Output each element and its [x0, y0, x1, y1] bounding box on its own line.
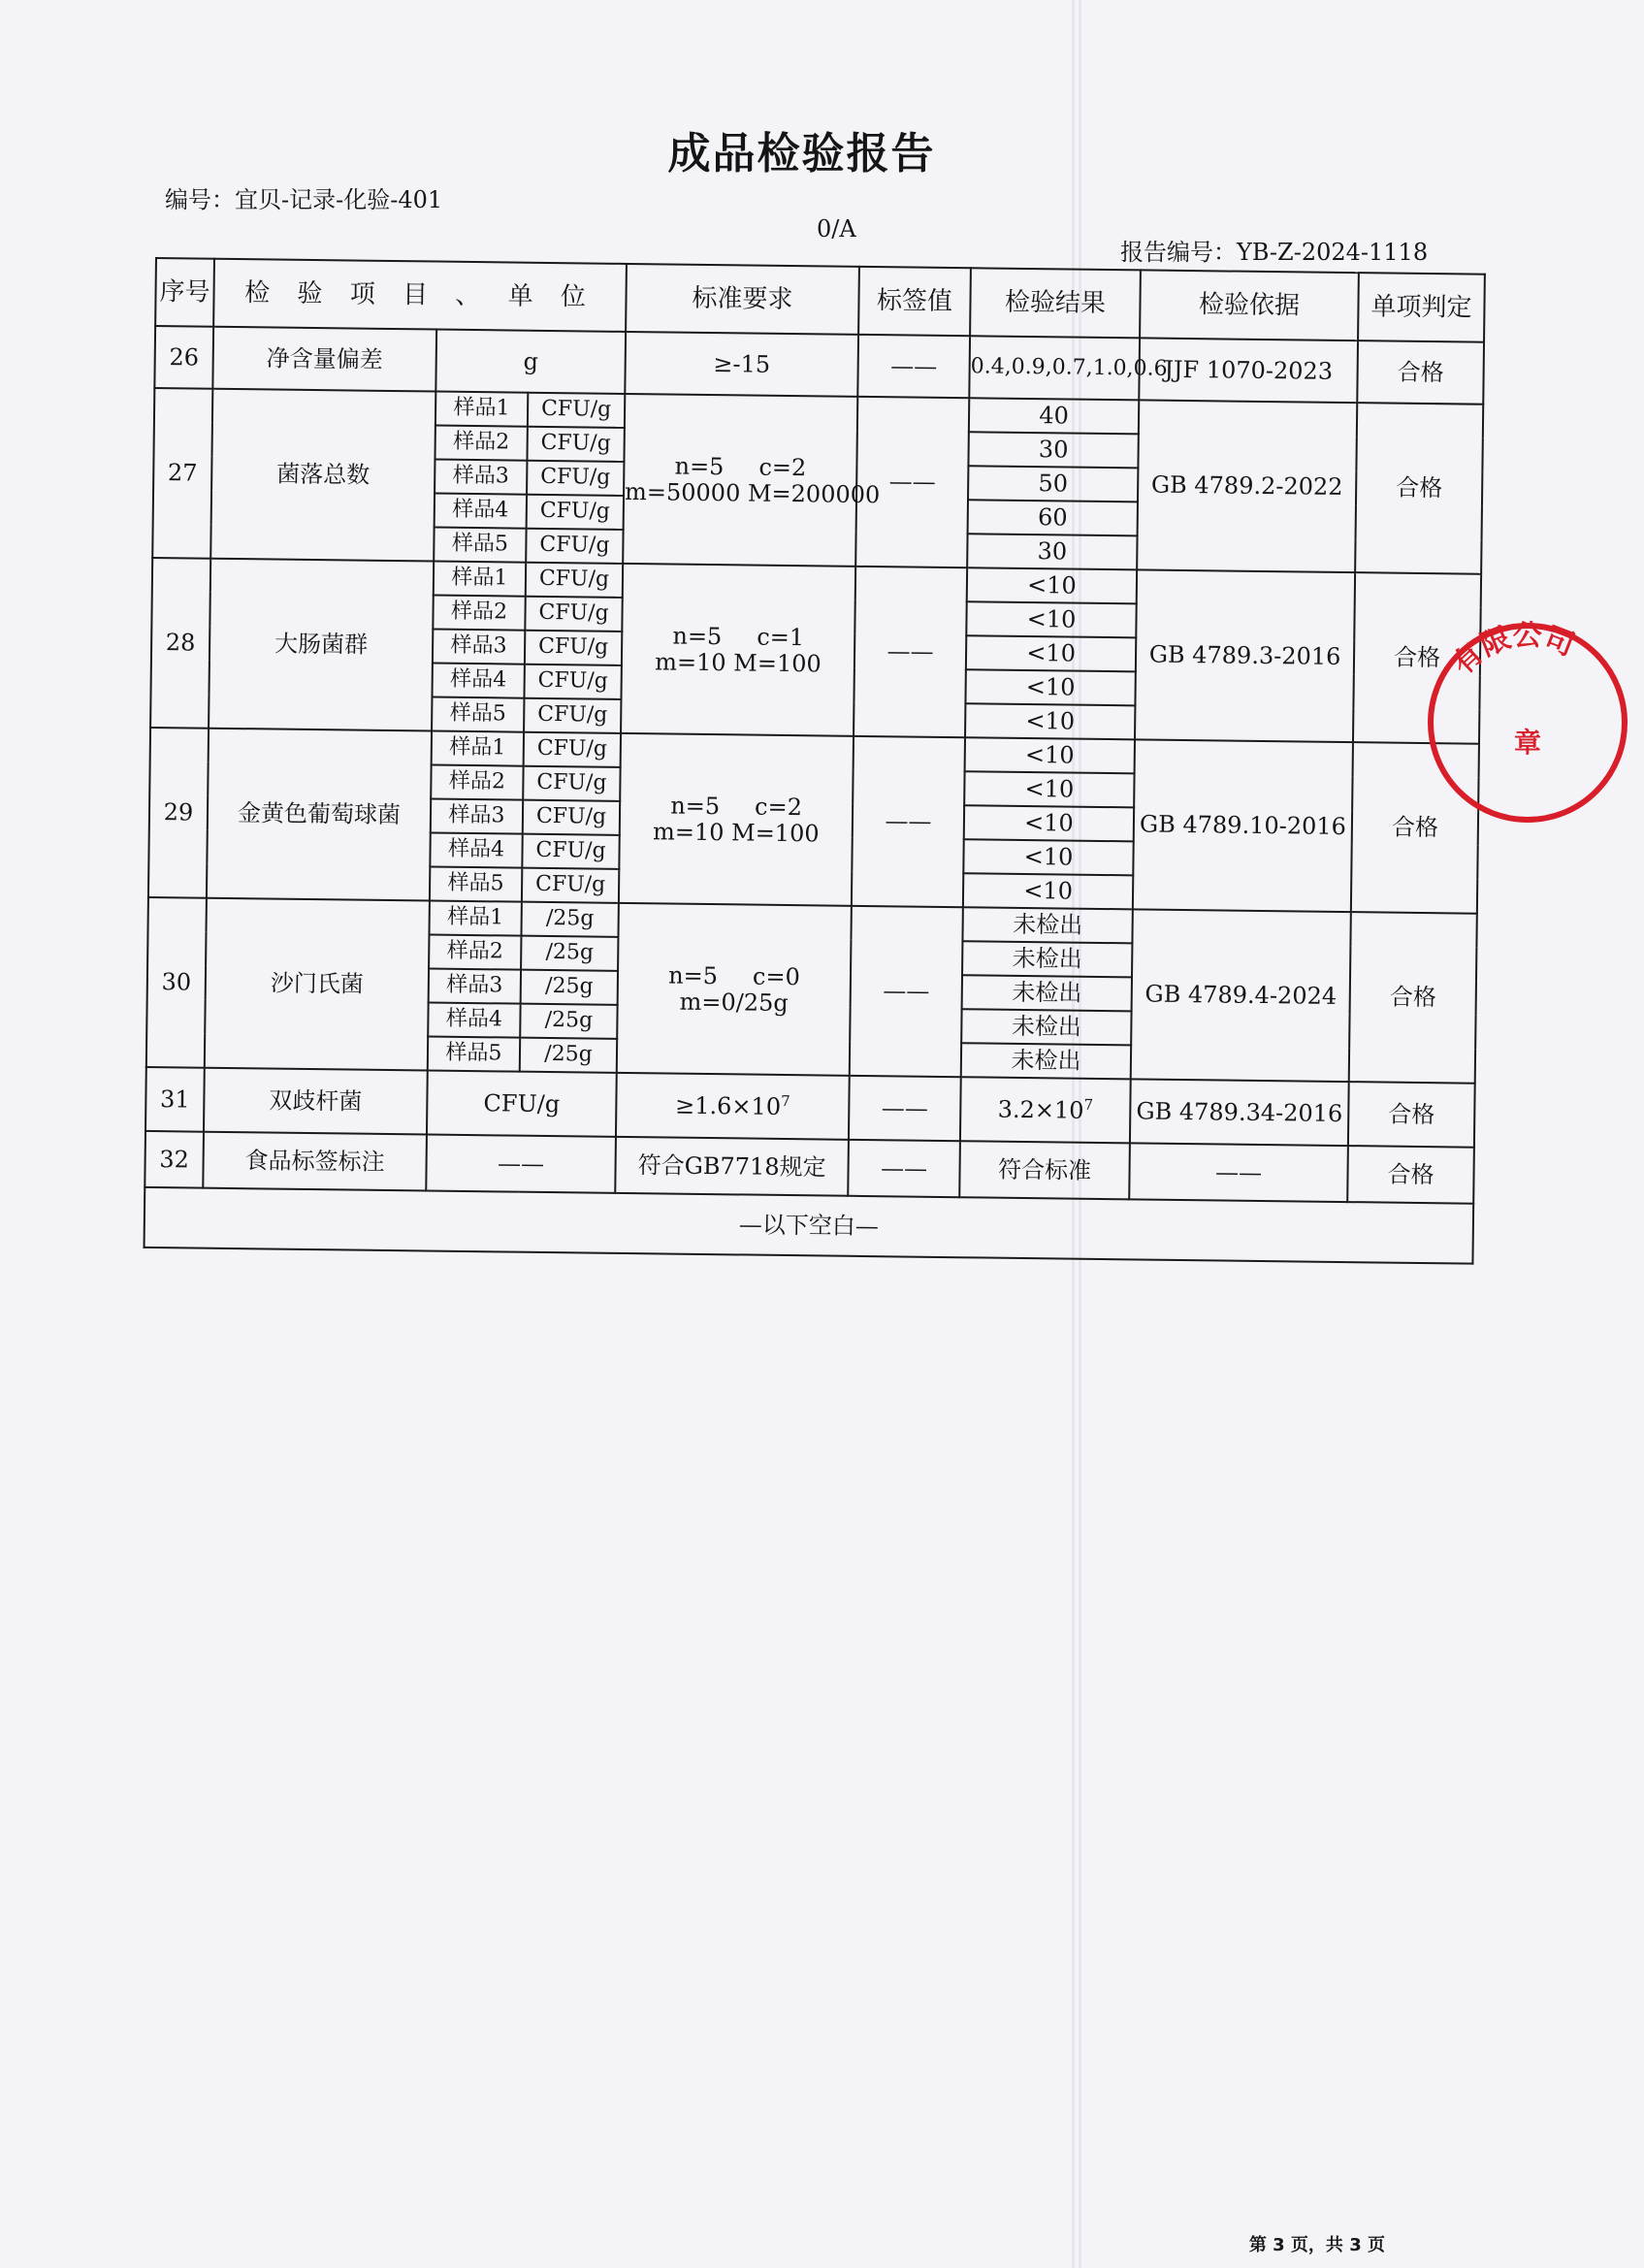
requirement-limits: m=0/25g: [679, 988, 789, 1017]
sample-label-cell: 样品4: [430, 833, 522, 868]
sample-unit-cell: /25g: [521, 936, 618, 971]
sample-unit-cell: /25g: [521, 970, 618, 1005]
blank-note: —以下空白—: [145, 1187, 1474, 1264]
result-cell: 未检出: [961, 1043, 1131, 1079]
result-cell: <10: [965, 737, 1135, 773]
header-verdict: 单项判定: [1358, 273, 1485, 342]
sample-unit-cell: CFU/g: [526, 529, 623, 564]
basis-cell: GB 4789.2-2022: [1137, 400, 1357, 572]
header-seq: 序号: [155, 258, 214, 327]
result-cell: 40: [969, 398, 1139, 434]
sample-label-cell: 样品3: [435, 460, 527, 495]
requirement-limits: m=10 M=100: [655, 647, 822, 677]
seal-text: 有限公司: [1445, 618, 1579, 682]
result-cell: <10: [965, 669, 1135, 705]
result-cell: <10: [964, 805, 1134, 841]
seq-cell: 32: [145, 1131, 204, 1188]
sample-label-cell: 样品3: [431, 799, 523, 834]
sample-unit-cell: CFU/g: [522, 868, 619, 903]
requirement-line: [623, 623, 854, 651]
result-cell: <10: [967, 567, 1137, 603]
version-label: 0/A: [817, 215, 856, 243]
document-number: 编号：宜贝-记录-化验-401: [165, 186, 443, 213]
result-cell: <10: [966, 635, 1136, 671]
result-cell: 符合标准: [959, 1141, 1130, 1199]
seq-cell: 27: [152, 388, 212, 559]
requirement-parameter: c=0: [752, 962, 801, 991]
result-cell: $3.2\times 10^7$: [960, 1077, 1131, 1143]
sample-label-cell: 样品3: [429, 969, 521, 1004]
basis-cell: JJF 1070-2023: [1139, 338, 1358, 403]
verdict-cell: 合格: [1357, 340, 1484, 405]
sample-unit-cell: CFU/g: [525, 597, 622, 632]
header-standard: 标准要求: [626, 264, 859, 335]
item-name-cell: 双歧杆菌: [204, 1068, 428, 1135]
sample-unit-cell: CFU/g: [528, 393, 625, 428]
sample-unit-cell: CFU/g: [523, 766, 620, 801]
unit-cell: g: [435, 330, 626, 394]
result-cell: <10: [963, 839, 1133, 875]
report-number: 报告编号：YB-Z-2024-1118: [1120, 239, 1429, 266]
seq-cell: 29: [148, 728, 209, 898]
sample-unit-cell: CFU/g: [524, 732, 621, 767]
inspection-table-sheet: [144, 257, 1484, 1240]
requirement-cell: [617, 903, 852, 1076]
requirement-line: [621, 793, 852, 821]
sample-label-cell: 样品4: [432, 664, 524, 698]
header-result: 检验结果: [970, 268, 1141, 338]
sample-unit-cell: CFU/g: [525, 631, 622, 665]
sample-label-cell: 样品2: [429, 935, 521, 970]
company-seal-stamp: [1411, 606, 1644, 839]
result-cell: 60: [968, 500, 1138, 535]
unit-cell: CFU/g: [427, 1070, 617, 1136]
result-cell: 未检出: [962, 975, 1132, 1011]
label-value-cell: ——: [854, 567, 967, 737]
basis-cell: GB 4789.3-2016: [1135, 569, 1355, 742]
requirement-parameter: n=5: [668, 961, 719, 990]
sample-unit-cell: CFU/g: [524, 664, 621, 699]
result-cell: 30: [968, 432, 1138, 468]
sample-unit-cell: CFU/g: [526, 563, 623, 598]
sample-label-cell: 样品2: [433, 596, 525, 631]
verdict-cell: 合格: [1353, 572, 1481, 744]
header-basis: 检验依据: [1140, 270, 1359, 340]
sample-label-cell: 样品5: [432, 697, 524, 732]
item-name-cell: 食品标签标注: [203, 1132, 427, 1191]
sample-label-cell: 样品2: [431, 765, 523, 800]
requirement-limits: m=50000 M=200000: [624, 477, 881, 508]
result-cell: 30: [967, 534, 1137, 569]
label-value-cell: ——: [848, 1140, 960, 1197]
sample-unit-cell: CFU/g: [527, 427, 624, 462]
result-cell: <10: [965, 703, 1135, 739]
requirement-line: [625, 453, 855, 481]
result-cell: <10: [963, 873, 1133, 909]
requirement-parameter: n=5: [674, 452, 725, 481]
requirement-cell: [621, 564, 855, 736]
requirement-cell: $\ge 1.6\times 10^7$: [616, 1073, 850, 1140]
sample-label-cell: 样品1: [432, 731, 524, 766]
label-value-cell: ——: [855, 397, 969, 567]
sample-unit-cell: CFU/g: [523, 800, 620, 835]
sample-label-cell: 样品5: [428, 1036, 520, 1071]
requirement-parameter: c=2: [754, 793, 803, 822]
verdict-cell: 合格: [1351, 742, 1479, 914]
item-name-cell: 沙门氏菌: [205, 898, 430, 1071]
sample-label-cell: 样品5: [434, 528, 526, 563]
sample-unit-cell: /25g: [521, 902, 618, 937]
requirement-cell: ≥-15: [625, 332, 858, 397]
requirement-cell: 符合GB7718规定: [615, 1137, 849, 1196]
requirement-line: [619, 962, 850, 990]
unit-cell: ——: [426, 1134, 616, 1192]
label-value-cell: ——: [849, 1076, 961, 1141]
sample-label-cell: 样品4: [435, 494, 527, 529]
sample-label-cell: 样品1: [429, 901, 521, 936]
seal-extra-text: 章: [1513, 727, 1542, 759]
basis-cell: GB 4789.34-2016: [1130, 1079, 1349, 1146]
item-name-cell: 菌落总数: [210, 389, 435, 562]
sample-unit-cell: CFU/g: [527, 461, 624, 496]
verdict-cell: 合格: [1348, 1082, 1475, 1148]
header-label-value: 标签值: [858, 267, 971, 336]
result-cell: 未检出: [962, 941, 1132, 977]
verdict-cell: 合格: [1349, 912, 1477, 1084]
basis-cell: GB 4789.10-2016: [1133, 739, 1353, 912]
result-cell: <10: [966, 601, 1136, 637]
page-footer: 第 3 页，共 3 页: [1248, 2235, 1385, 2255]
sample-label-cell: 样品5: [430, 867, 522, 902]
sample-unit-cell: CFU/g: [527, 495, 624, 530]
seq-cell: 28: [150, 558, 210, 729]
requirement-cell: [619, 733, 854, 906]
sample-unit-cell: CFU/g: [524, 698, 621, 733]
requirement-cell: [623, 394, 881, 567]
basis-cell: ——: [1129, 1143, 1348, 1202]
requirement-parameter: n=5: [670, 792, 721, 821]
requirement-parameter: n=5: [672, 622, 723, 651]
sample-unit-cell: CFU/g: [522, 834, 619, 869]
header-item: 检 验 项 目 、 单 位: [213, 259, 627, 332]
result-cell: 未检出: [962, 907, 1132, 943]
sample-unit-cell: /25g: [520, 1038, 617, 1073]
sample-label-cell: 样品2: [435, 426, 527, 461]
sample-label-cell: 样品1: [434, 562, 526, 597]
sample-label-cell: 样品1: [435, 392, 528, 427]
sample-label-cell: 样品4: [428, 1002, 520, 1037]
result-cell: 未检出: [961, 1009, 1131, 1045]
verdict-cell: 合格: [1347, 1146, 1474, 1204]
item-name-cell: 大肠菌群: [209, 559, 434, 731]
label-value-cell: ——: [850, 906, 963, 1077]
sample-label-cell: 样品3: [433, 630, 525, 664]
requirement-limits: m=10 M=100: [652, 817, 820, 847]
report-title: 成品检验报告: [667, 129, 936, 178]
seq-cell: 26: [154, 326, 213, 389]
item-name-cell: 金黄色葡萄球菌: [207, 729, 432, 901]
result-cell: <10: [964, 771, 1134, 807]
result-cell: 50: [968, 466, 1138, 502]
seq-cell: 30: [146, 897, 207, 1068]
verdict-cell: 合格: [1355, 403, 1483, 574]
inspection-table: [144, 257, 1486, 1265]
seq-cell: 31: [145, 1067, 205, 1132]
item-name-cell: 净含量偏差: [212, 327, 436, 392]
sample-unit-cell: /25g: [520, 1004, 617, 1039]
label-value-cell: ——: [857, 335, 970, 398]
basis-cell: GB 4789.4-2024: [1131, 909, 1351, 1082]
requirement-parameter: c=2: [758, 453, 807, 482]
label-value-cell: ——: [852, 736, 965, 907]
requirement-parameter: c=1: [757, 623, 805, 652]
result-cell: 0.4,0.9,0.7,1.0,0.6: [969, 336, 1140, 400]
